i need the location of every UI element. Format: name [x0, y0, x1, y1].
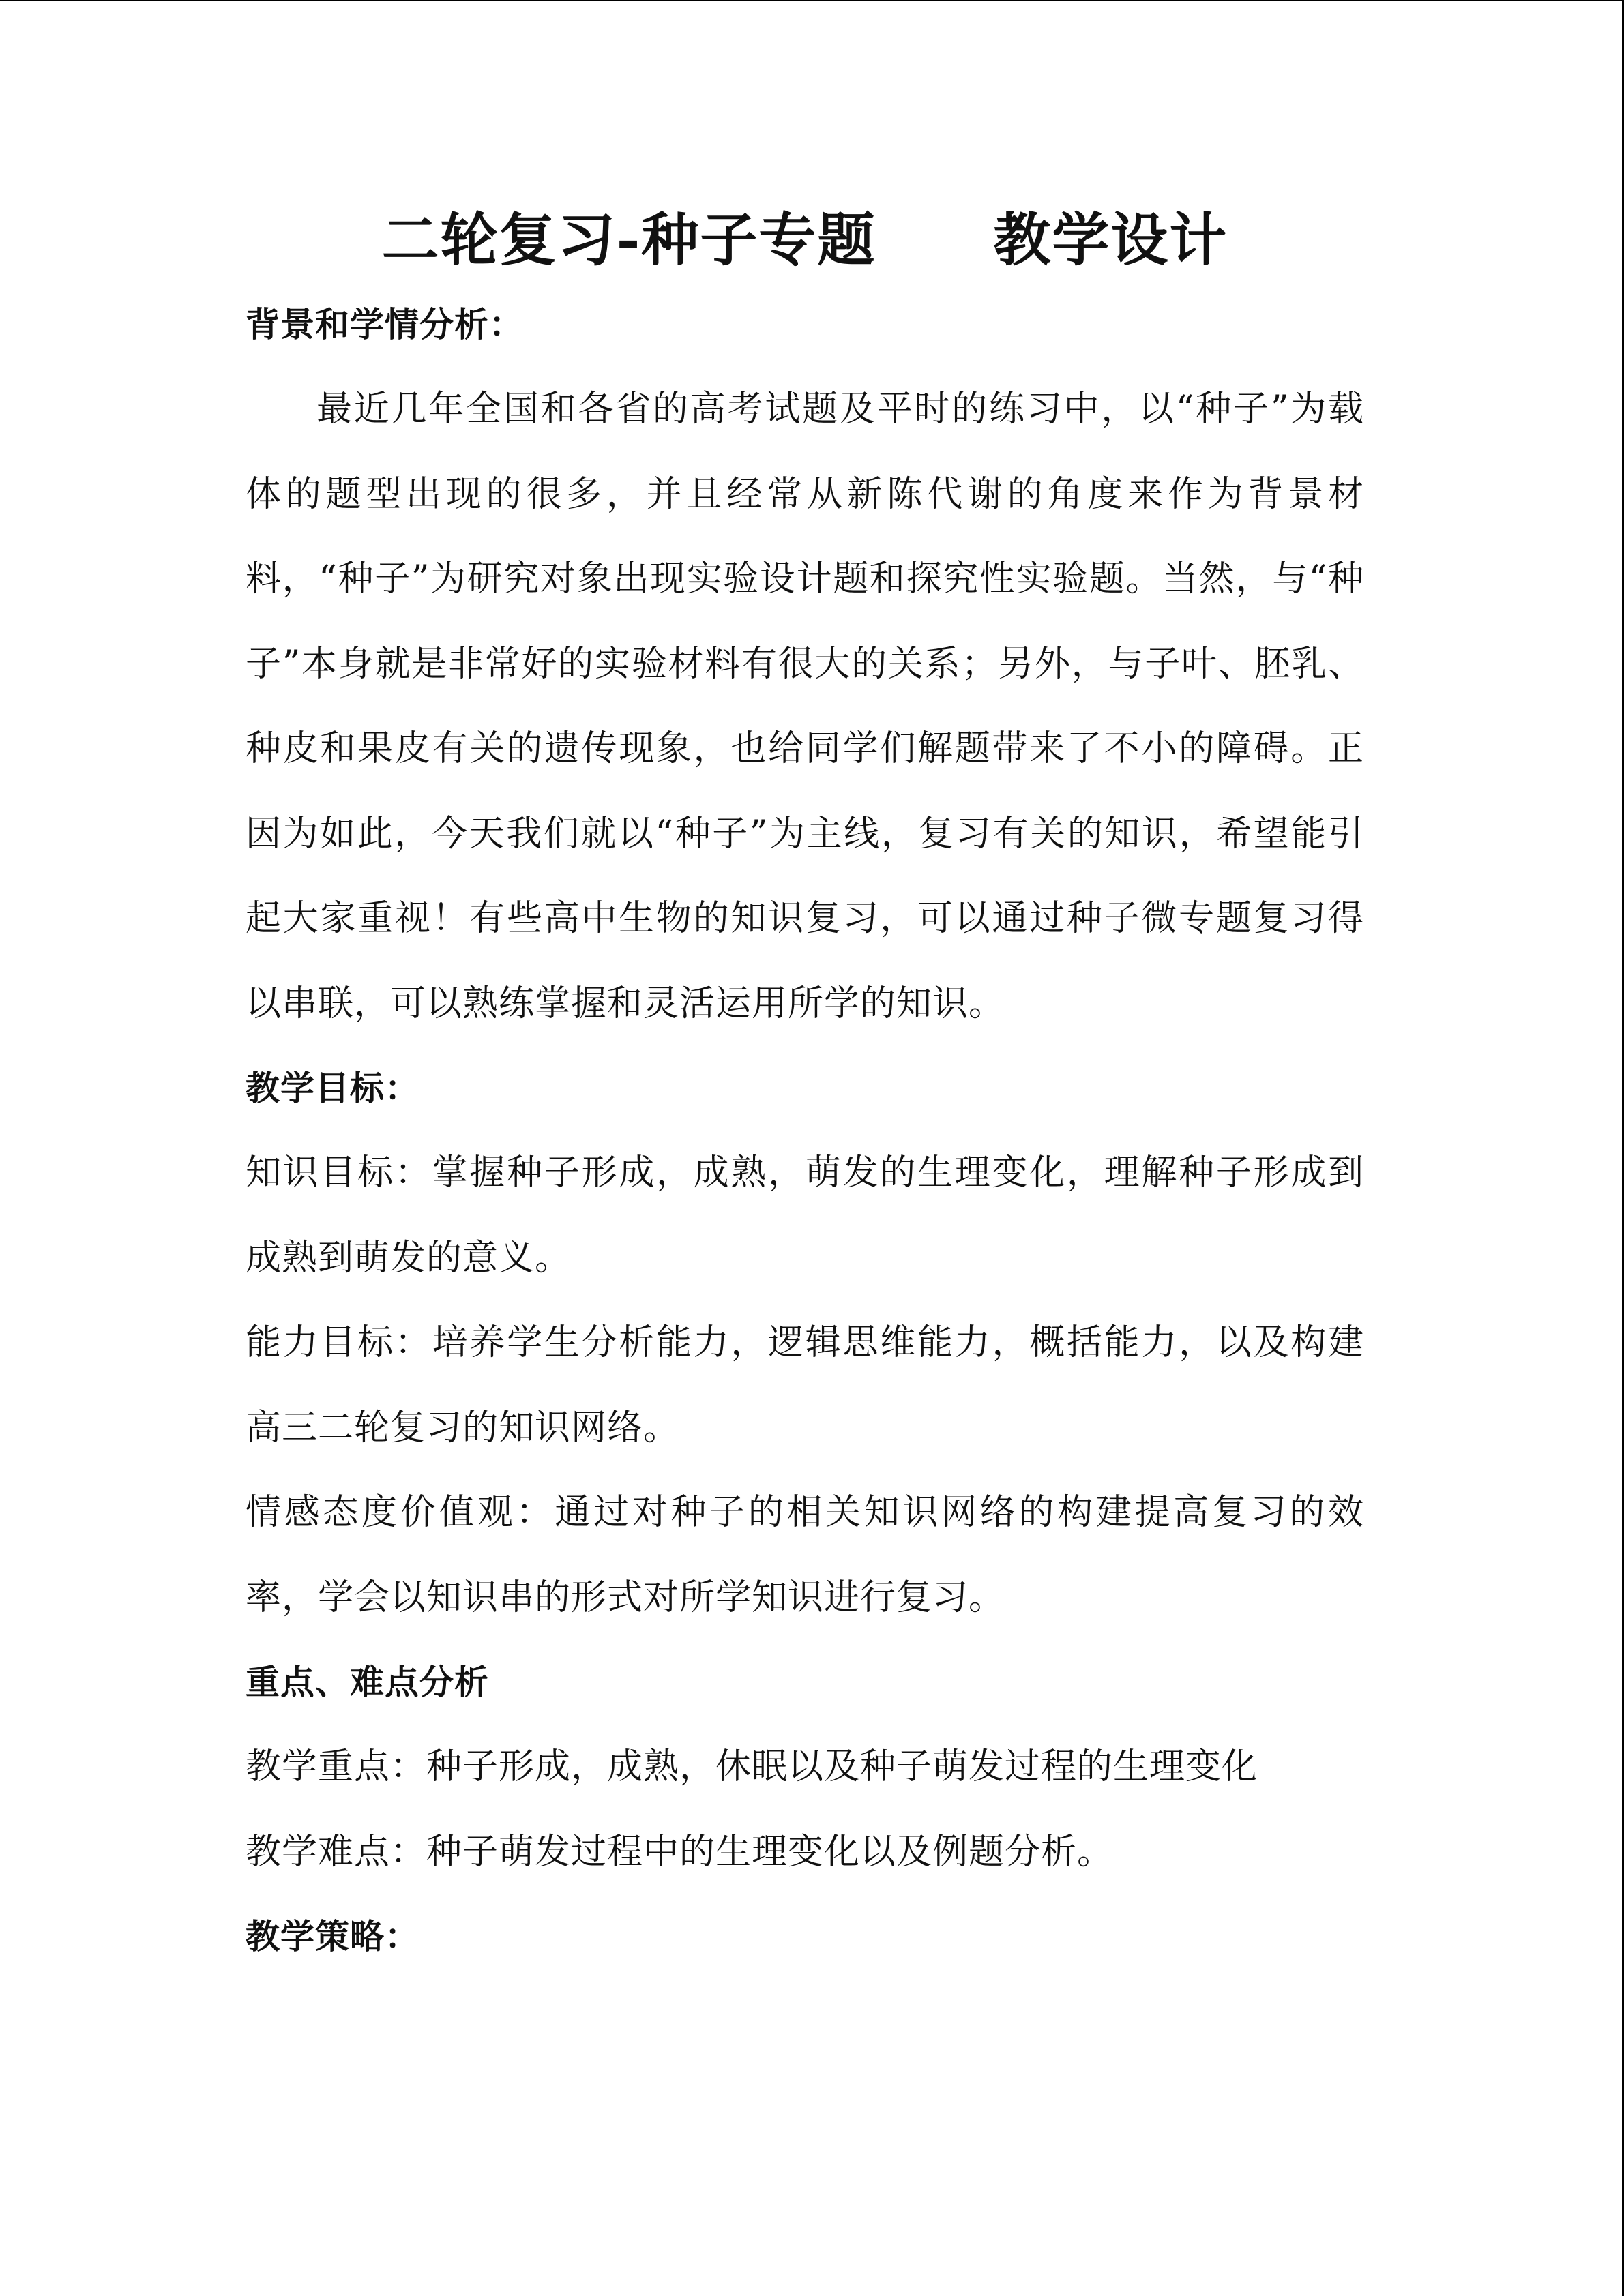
document-title: 二轮复习-种子专题 教学设计 [381, 206, 1228, 273]
section-heading-objectives: 教学目标： [246, 1068, 419, 1108]
teaching-difficulty: 教学难点：种子萌发过程中的生理变化以及例题分析。 [246, 1831, 1114, 1873]
emotion-objective: 情感态度价值观：通过对种子的相关知识网络的构建提高复习的效率，学会以知识串的形式对所学知识进行复习。 [246, 1492, 1364, 1618]
page-top-border [0, 0, 1624, 1]
section-heading-background: 背景和学情分析： [246, 304, 524, 344]
knowledge-objective: 知识目标：掌握种子形成，成熟，萌发的生理变化，理解种子形成到成熟到萌发的意义。 [246, 1152, 1364, 1279]
section-heading-key-points: 重点、难点分析 [246, 1662, 489, 1702]
teaching-focus: 教学重点：种子形成，成熟，休眠以及种子萌发过程的生理变化 [246, 1746, 1258, 1787]
section-heading-strategy: 教学策略： [246, 1916, 419, 1956]
background-paragraph: 最近几年全国和各省的高考试题及平时的练习中，以“种子”为载体的题型出现的很多，并且经常从新陈代谢的角度来作为背景材料，“种子”为研究对象出现实验设计题和探究性实验题。当然，与“种子”本身就是非常好的实验材料有很大的关系；另外，与子叶、胚乳、种皮和果皮有关的遗传现象，也给同学们解题带来了不小的障碍。正因为如此，今天我们就以“种子”为主线，复习有关的知识，希望能引起大家重视！有些高中生物的知识复习，可以通过种子微专题复习得以串联，可以熟练掌握和灵活运用所学的知识。 [246, 389, 1364, 1024]
document-page [246, 198, 1364, 1979]
ability-objective: 能力目标：培养学生分析能力，逻辑思维能力，概括能力，以及构建高三二轮复习的知识网络。 [246, 1322, 1364, 1448]
